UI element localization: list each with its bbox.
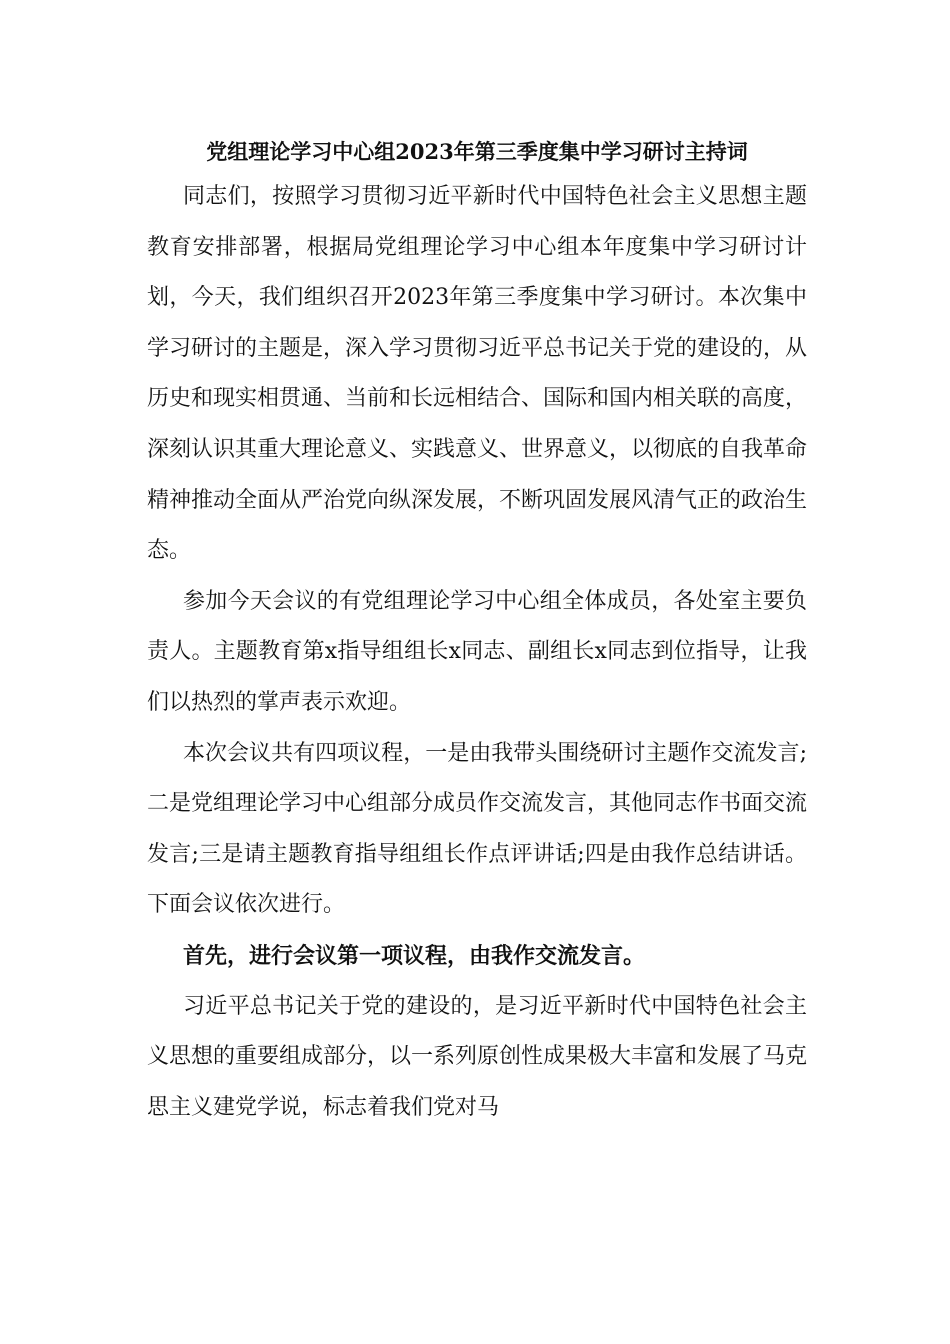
paragraph-attendees: 参加今天会议的有党组理论学习中心组全体成员，各处室主要负责人。主题教育第x指导组组长x同志、副组长x同志到位指导，让我们以热烈的掌声表示欢迎。 — [147, 588, 807, 715]
document-body — [147, 132, 807, 1133]
paragraph-speech-start: 习近平总书记关于党的建设的，是习近平新时代中国特色社会主义思想的重要组成部分，以一系列原创性成果极大丰富和发展了马克思主义建党学说，标志着我们党对马 — [147, 993, 808, 1120]
document-title: 党组理论学习中心组2023年第三季度集中学习研讨主持词 — [206, 139, 748, 164]
paragraph-opening: 同志们，按照学习贯彻习近平新时代中国特色社会主义思想主题教育安排部署，根据局党组理论学习中心组本年度集中学习研讨计划，今天，我们组织召开2023年第三季度集中学习研讨。本次集中学习研讨的主题是，深入学习贯彻习近平总书记关于党的建设的，从历史和现实相贯通、当前和长远相结合、国际和国内相关联的高度，深刻认识其重大理论意义、实践意义、世界意义，以彻底的自我革命精神推动全面从严治党向纵深发展，不断巩固发展风清气正的政治生态。 — [147, 184, 808, 564]
paragraph-first-item-heading: 首先，进行会议第一项议程，由我作交流发言。 — [183, 942, 646, 969]
paragraph-agenda: 本次会议共有四项议程，一是由我带头围绕研讨主题作交流发言;二是党组理论学习中心组部分成员作交流发言，其他同志作书面交流发言;三是请主题教育指导组组长作点评讲话;四是由我作总结讲话。下面会议依次进行。 — [147, 740, 808, 918]
